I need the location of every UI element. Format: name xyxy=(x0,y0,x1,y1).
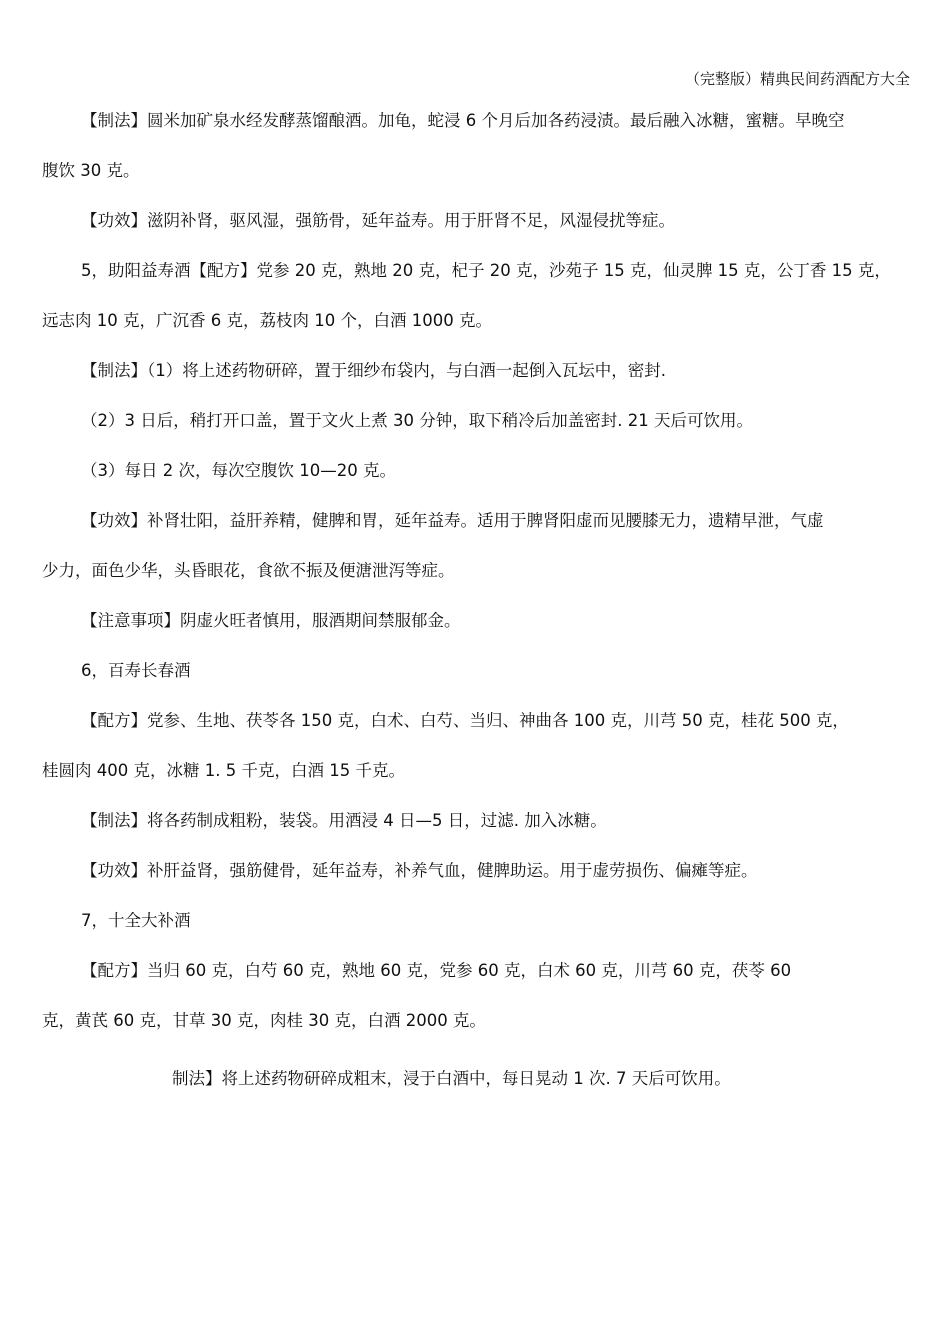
text-line: （2）3 日后，稍打开口盖，置于文火上煮 30 分钟，取下稍冷后加盖密封. 21 天后可饮用。 xyxy=(81,411,753,430)
text-line: 【制法】（1）将上述药物研碎，置于细纱布袋内，与白酒一起倒入瓦坛中，密封. xyxy=(81,361,666,380)
section-heading: 6，百寿长春酒 xyxy=(81,661,191,680)
text-line: 【制法】圆米加矿泉水经发酵蒸馏酿酒。加龟，蛇浸 6 个月后加各药浸渍。最后融入冰糖，蜜糖。早晚空 xyxy=(81,111,845,130)
text-line: 【功效】补肾壮阳，益肝养精，健脾和胃，延年益寿。适用于脾肾阳虚而见腰膝无力，遗精早泄，气虚 xyxy=(81,511,824,530)
text-line: 【功效】滋阴补肾，驱风湿，强筋骨，延年益寿。用于肝肾不足，风湿侵扰等症。 xyxy=(81,211,675,230)
text-line: 【功效】补肝益肾，强筋健骨，延年益寿，补养气血，健脾助运。用于虚劳损伤、偏瘫等症。 xyxy=(81,861,758,880)
text-line: 桂圆肉 400 克，冰糖 1. 5 千克，白酒 15 千克。 xyxy=(42,761,405,780)
page-header: （完整版）精典民间药酒配方大全 xyxy=(684,70,910,88)
text-line: 克，黄芪 60 克，甘草 30 克，肉桂 30 克，白酒 2000 克。 xyxy=(42,1011,486,1030)
text-line: 远志肉 10 克，广沉香 6 克，荔枝肉 10 个，白酒 1000 克。 xyxy=(42,311,492,330)
text-line: 【制法】将各药制成粗粉，装袋。用酒浸 4 日—5 日，过滤. 加入冰糖。 xyxy=(81,811,607,830)
section-heading: 7，十全大补酒 xyxy=(81,911,191,930)
text-line: 【配方】党参、生地、茯苓各 150 克，白术、白芍、当归、神曲各 100 克，川芎 50 克，桂花 500 克， xyxy=(81,711,849,730)
text-line: （3）每日 2 次，每次空腹饮 10—20 克。 xyxy=(81,461,396,480)
text-line: 【配方】当归 60 克，白芍 60 克，熟地 60 克，党参 60 克，白术 60 克，川芎 60 克，茯苓 60 xyxy=(81,961,792,980)
text-line: 制法】将上述药物研碎成粗末，浸于白酒中，每日晃动 1 次. 7 天后可饮用。 xyxy=(172,1069,731,1088)
text-line: 腹饮 30 克。 xyxy=(42,161,140,180)
text-line: 【注意事项】阴虚火旺者慎用，服酒期间禁服郁金。 xyxy=(81,611,461,630)
text-line: 5，助阳益寿酒【配方】党参 20 克，熟地 20 克，杞子 20 克，沙苑子 15 克，仙灵脾 15 克，公丁香 15 克， xyxy=(81,261,891,280)
text-line: 少力，面色少华，头昏眼花，食欲不振及便溏泄泻等症。 xyxy=(42,561,455,580)
